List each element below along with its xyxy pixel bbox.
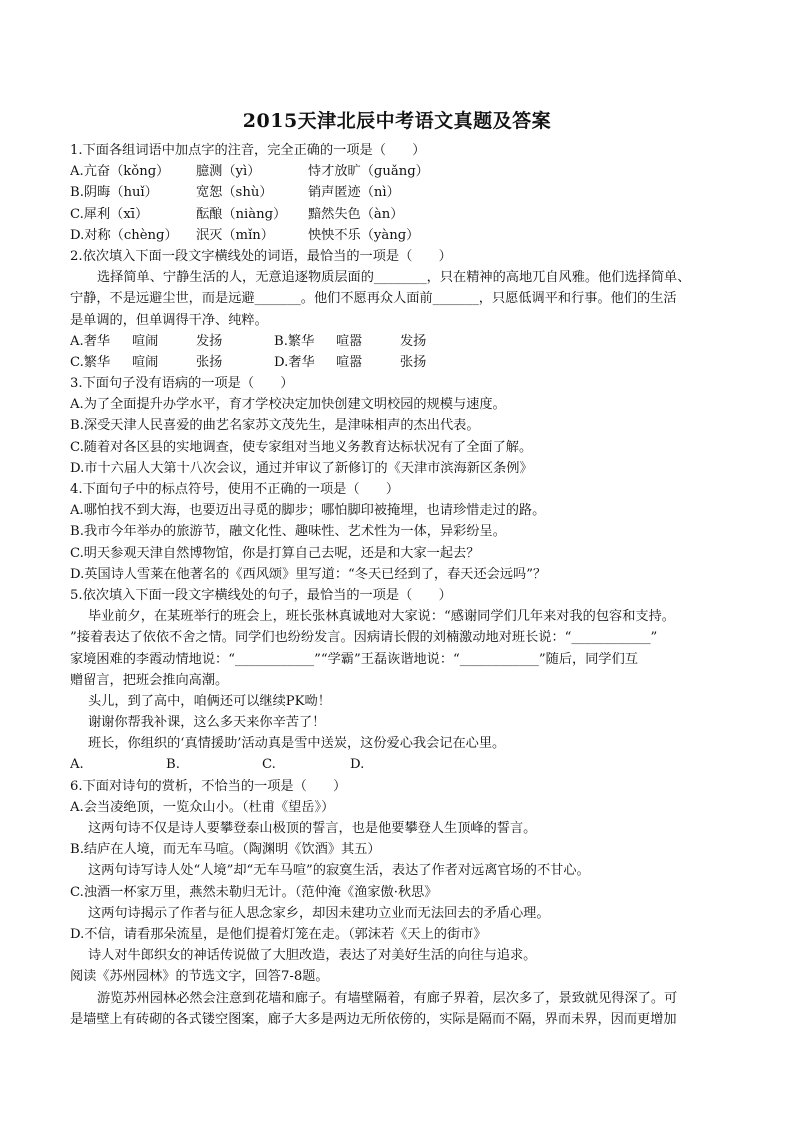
question-5-sentence: 谢谢你帮我补课，这么多天来你辛苦了！ — [88, 715, 326, 731]
question-1-option-b: B.阴晦（huǐ） 宽恕（shù） 销声匿迹（nì） — [70, 185, 400, 201]
question-5-passage-line: ”接着表达了依依不舍之情。同学们也纷纷发言。因病请长假的刘楠激动地对班长说：“____________” — [70, 630, 658, 646]
reading-passage-line: 是墙壁上有砖砌的各式镂空图案，廊子大多是两边无所依傍的，实际是隔而不隔，界而未界，因而更增加 — [70, 1011, 677, 1027]
question-6-verse-d: D.不信，请看那朵流星，是他们提着灯笼在走。（郭沫若《天上的街市》 — [70, 926, 487, 942]
question-2-passage-line: 宁静，不是远避尘世，而是远避_______。他们不愿再众人面前_______，只愿低调平和行事。他们的生活 — [70, 291, 677, 307]
page-title: 2015天津北辰中考语文真题及答案 — [242, 110, 552, 132]
question-5-passage-line: 家境困难的李霞动情地说：“____________”“学霸”王磊诙谐地说：“____________”随后，同学们互 — [70, 651, 638, 667]
question-5-passage-line: 毕业前夕，在某班举行的班会上，班长张林真诚地对大家说：“感谢同学们几年来对我的包容和支持。 — [88, 609, 675, 625]
question-3-option-b: B.深受天津人民喜爱的曲艺名家苏文茂先生，是津味相声的杰出代表。 — [70, 418, 480, 434]
question-3-option-d: D.市十六届人大第十八次会议，通过并审议了新修订的《天津市滨海新区条例》 — [70, 460, 533, 476]
question-4-stem: 4.下面句子中的标点符号，使用不正确的一项是（ ） — [70, 482, 400, 497]
reading-passage-line: 游览苏州园林必然会注意到花墙和廊子。有墙壁隔着，有廊子界着，层次多了，景致就见得深了。可 — [97, 990, 678, 1006]
reading-intro: 阅读《苏州园林》的节选文字，回答7-8题。 — [70, 969, 329, 985]
question-6-note-b: 这两句诗写诗人处“人境”却“无车马喧”的寂寞生活，表达了作者对远离官场的不甘心。 — [88, 863, 590, 879]
question-2-options-ab: A.奢华 喧闹 发扬 B.繁华 喧嚣 发扬 — [70, 333, 427, 349]
question-5-stem: 5.依次填入下面一段文字横线处的句子，最恰当的一项是（ ） — [70, 587, 452, 603]
question-1-option-c: C.犀利（xī） 酝酿（niànɡ） 黯然失色（àn） — [70, 206, 404, 222]
question-1-option-a: A.亢奋（kǒnɡ） 臆测（yì） 恃才放旷（ɡuǎnɡ） — [70, 164, 429, 180]
question-2-options-cd: C.繁华 喧闹 张扬 D.奢华 喧嚣 张扬 — [70, 354, 427, 370]
question-5-sentence: 班长，你组织的‘真情援助’活动真是雪中送炭，这份爱心我会记在心里。 — [88, 736, 506, 752]
question-6-verse-c: C.浊酒一杯家万里，燕然未勒归无计。（范仲淹《渔家傲·秋思》 — [70, 884, 438, 900]
question-3-option-c: C.随着对各区县的实地调查，使专家组对当地义务教育达标状况有了全面了解。 — [70, 439, 533, 455]
question-2-passage-line: 是单调的，但单调得干净、纯粹。 — [70, 312, 268, 328]
question-6-verse-a: A.会当凌绝顶，一览众山小。（杜甫《望岳》） — [70, 799, 335, 815]
question-2-passage-line: 选择简单、宁静生活的人，无意追逐物质层面的________，只在精神的高地兀自风雅。他们选择简单、 — [97, 270, 691, 286]
question-4-option-a: A.哪怕找不到大海，也要迈出寻觅的脚步；哪怕脚印被掩埋，也请珍惜走过的路。 — [70, 503, 546, 519]
question-4-option-d: D.英国诗人雪莱在他著名的《西风颂》里写道：“冬天已经到了，春天还会远吗”？ — [70, 566, 547, 582]
question-6-note-c: 这两句诗揭示了作者与征人思念家乡，却因未建功立业而无法回去的矛盾心理。 — [88, 905, 550, 921]
question-6-verse-b: B.结庐在人境，而无车马喧。（陶渊明《饮酒》其五） — [70, 842, 381, 858]
question-4-option-b: B.我市今年举办的旅游节，融文化性、趣味性、艺术性为一体，异彩纷呈。 — [70, 524, 506, 540]
question-2-stem: 2.依次填入下面一段文字横线处的词语，最恰当的一项是（ ） — [70, 248, 452, 264]
question-3-stem: 3.下面句子没有语病的一项是（ ） — [70, 376, 294, 392]
question-6-note-d: 诗人对牛郎织女的神话传说做了大胆改造，表达了对美好生活的向往与追求。 — [88, 948, 537, 964]
question-4-option-c: C.明天参观天津自然博物馆，你是打算自己去呢，还是和大家一起去？ — [70, 545, 480, 561]
question-3-option-a: A.为了全面提升办学水平，育才学校决定加快创建文明校园的规模与速度。 — [70, 397, 506, 413]
document-body — [70, 140, 726, 1030]
question-5-passage-line: 赠留言，把班会推向高潮。 — [70, 672, 229, 688]
question-6-stem: 6.下面对诗句的赏析，不恰当的一项是（ ） — [70, 778, 347, 794]
question-6-note-a: 这两句诗不仅是诗人要攀登泰山极顶的誓言，也是他要攀登人生顶峰的誓言。 — [88, 821, 537, 836]
question-5-sentence: 头儿，到了高中，咱俩还可以继续PK呦！ — [88, 693, 331, 709]
question-1-option-d: D.对称（chènɡ） 泯灭（mǐn） 怏怏不乐（yànɡ） — [70, 227, 420, 243]
question-1-stem: 1.下面各组词语中加点字的注音，完全正确的一项是（ ） — [70, 143, 426, 158]
question-5-choices: A. B. C. D. — [70, 757, 365, 773]
